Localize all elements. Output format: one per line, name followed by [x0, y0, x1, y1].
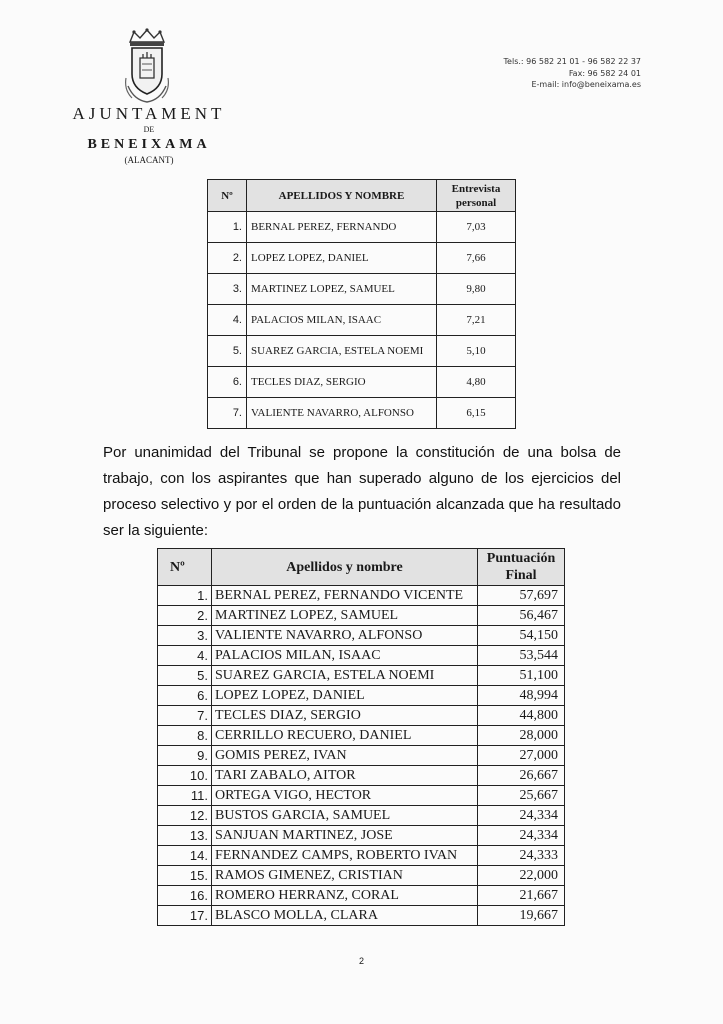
ranking-table	[157, 548, 565, 926]
table-row	[158, 586, 565, 606]
row-name: TECLES DIAZ, SERGIO	[212, 706, 478, 726]
table-row	[158, 826, 565, 846]
table-row	[208, 274, 516, 305]
row-number: 4.	[208, 305, 247, 336]
row-number: 12.	[158, 806, 212, 826]
row-number: 16.	[158, 886, 212, 906]
col-score-header-line2: Final	[505, 568, 537, 583]
col-name-header: Apellidos y nombre	[212, 549, 478, 586]
row-number: 7.	[158, 706, 212, 726]
col-score-header-line1: Entrevista	[451, 182, 501, 195]
table-row	[208, 367, 516, 398]
table-row	[158, 766, 565, 786]
row-name: TARI ZABALO, AITOR	[212, 766, 478, 786]
table-row	[158, 806, 565, 826]
table-row	[158, 666, 565, 686]
table-row	[208, 212, 516, 243]
table-header-row	[208, 180, 516, 212]
coat-of-arms-icon	[120, 28, 174, 106]
row-name: BUSTOS GARCIA, SAMUEL	[212, 806, 478, 826]
row-score: 4,80	[437, 367, 516, 398]
row-number: 15.	[158, 866, 212, 886]
row-number: 7.	[208, 398, 247, 429]
contact-block	[504, 56, 641, 91]
row-number: 11.	[158, 786, 212, 806]
row-score: 7,21	[437, 305, 516, 336]
row-name: PALACIOS MILAN, ISAAC	[212, 646, 478, 666]
row-score: 57,697	[478, 586, 565, 606]
row-name: MARTINEZ LOPEZ, SAMUEL	[212, 606, 478, 626]
row-score: 56,467	[478, 606, 565, 626]
fax: Fax: 96 582 24 01	[568, 68, 641, 78]
table-row	[208, 305, 516, 336]
row-score: 24,333	[478, 846, 565, 866]
row-name: ORTEGA VIGO, HECTOR	[212, 786, 478, 806]
row-score: 19,667	[478, 906, 565, 926]
table-row	[158, 686, 565, 706]
row-number: 2.	[158, 606, 212, 626]
row-name: ROMERO HERRANZ, CORAL	[212, 886, 478, 906]
col-score-header	[437, 180, 516, 212]
table-row	[158, 786, 565, 806]
letterhead	[60, 104, 238, 166]
col-score-header	[478, 549, 565, 586]
org-province: (ALACANT)	[124, 155, 174, 165]
row-number: 13.	[158, 826, 212, 846]
col-score-header-line1: Puntuación	[486, 551, 556, 566]
table-row	[158, 846, 565, 866]
row-number: 6.	[208, 367, 247, 398]
table-row	[158, 706, 565, 726]
row-number: 1.	[158, 586, 212, 606]
org-town: BENEIXAMA	[87, 137, 211, 152]
row-name: SUAREZ GARCIA, ESTELA NOEMI	[247, 336, 437, 367]
row-name: VALIENTE NAVARRO, ALFONSO	[212, 626, 478, 646]
row-score: 26,667	[478, 766, 565, 786]
table-row	[158, 906, 565, 926]
table-row	[158, 886, 565, 906]
col-num-header: Nº	[208, 180, 247, 212]
row-name: GOMIS PEREZ, IVAN	[212, 746, 478, 766]
row-score: 25,667	[478, 786, 565, 806]
row-number: 10.	[158, 766, 212, 786]
table-row	[158, 606, 565, 626]
row-score: 9,80	[437, 274, 516, 305]
row-score: 22,000	[478, 866, 565, 886]
org-de: DE	[143, 125, 155, 134]
col-name-header: APELLIDOS Y NOMBRE	[247, 180, 437, 212]
row-name: SUAREZ GARCIA, ESTELA NOEMI	[212, 666, 478, 686]
row-score: 44,800	[478, 706, 565, 726]
row-number: 14.	[158, 846, 212, 866]
row-number: 1.	[208, 212, 247, 243]
row-number: 6.	[158, 686, 212, 706]
row-score: 24,334	[478, 806, 565, 826]
row-score: 51,100	[478, 666, 565, 686]
row-name: BERNAL PEREZ, FERNANDO	[247, 212, 437, 243]
row-number: 2.	[208, 243, 247, 274]
row-name: SANJUAN MARTINEZ, JOSE	[212, 826, 478, 846]
table-row	[158, 746, 565, 766]
table-row	[208, 243, 516, 274]
row-number: 4.	[158, 646, 212, 666]
row-name: BLASCO MOLLA, CLARA	[212, 906, 478, 926]
row-score: 53,544	[478, 646, 565, 666]
interview-table	[207, 179, 516, 429]
row-score: 7,66	[437, 243, 516, 274]
table-row	[208, 336, 516, 367]
row-name: LOPEZ LOPEZ, DANIEL	[247, 243, 437, 274]
row-name: VALIENTE NAVARRO, ALFONSO	[247, 398, 437, 429]
row-name: TECLES DIAZ, SERGIO	[247, 367, 437, 398]
row-number: 5.	[208, 336, 247, 367]
row-score: 27,000	[478, 746, 565, 766]
row-name: BERNAL PEREZ, FERNANDO VICENTE	[212, 586, 478, 606]
row-score: 28,000	[478, 726, 565, 746]
row-name: RAMOS GIMENEZ, CRISTIAN	[212, 866, 478, 886]
table-row	[158, 726, 565, 746]
row-number: 8.	[158, 726, 212, 746]
row-score: 54,150	[478, 626, 565, 646]
row-score: 24,334	[478, 826, 565, 846]
email: E-mail: info@beneixama.es	[531, 80, 641, 89]
table-row	[158, 866, 565, 886]
table-row	[208, 398, 516, 429]
org-name: AJUNTAMENT	[72, 104, 226, 123]
body-paragraph: Por unanimidad del Tribunal se propone la constitución de una bolsa de trabajo, con los aspirantes que han superado alguno de los ejercicios del proceso selectivo y por el orden de la puntuación alcanzada que ha resultado ser la siguiente:	[103, 444, 621, 539]
table-row	[158, 646, 565, 666]
phones: Tels.: 96 582 21 01 - 96 582 22 37	[503, 57, 641, 66]
row-number: 3.	[158, 626, 212, 646]
row-name: PALACIOS MILAN, ISAAC	[247, 305, 437, 336]
row-number: 3.	[208, 274, 247, 305]
row-name: MARTINEZ LOPEZ, SAMUEL	[247, 274, 437, 305]
row-score: 21,667	[478, 886, 565, 906]
row-number: 17.	[158, 906, 212, 926]
row-score: 5,10	[437, 336, 516, 367]
table-row	[158, 626, 565, 646]
row-number: 9.	[158, 746, 212, 766]
row-name: FERNANDEZ CAMPS, ROBERTO IVAN	[212, 846, 478, 866]
row-score: 48,994	[478, 686, 565, 706]
row-name: CERRILLO RECUERO, DANIEL	[212, 726, 478, 746]
row-score: 6,15	[437, 398, 516, 429]
col-score-header-line2: personal	[455, 196, 497, 209]
col-num-header: Nº	[158, 549, 212, 586]
row-name: LOPEZ LOPEZ, DANIEL	[212, 686, 478, 706]
row-number: 5.	[158, 666, 212, 686]
table-header-row	[158, 549, 565, 586]
page-number: 2	[358, 956, 364, 966]
row-score: 7,03	[437, 212, 516, 243]
